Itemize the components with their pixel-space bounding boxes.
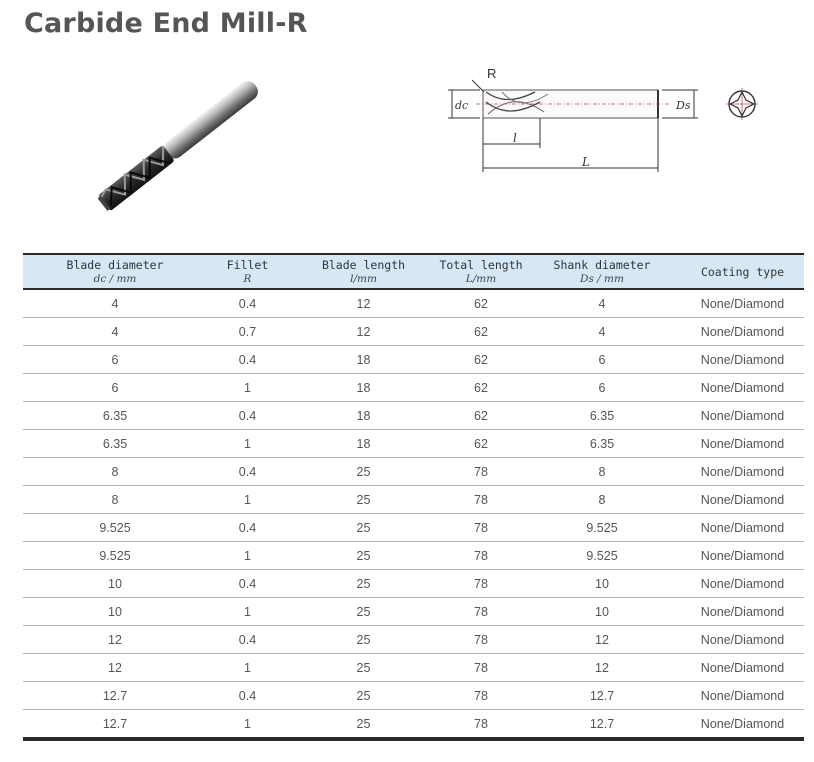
blade-diameter-cell: 6 (23, 346, 207, 374)
total-length-cell: 78 (439, 570, 523, 598)
fillet-cell: 0.4 (207, 570, 288, 598)
shank-diameter-cell: 12 (523, 654, 681, 682)
total-length-cell: 62 (439, 430, 523, 458)
table-header (23, 254, 804, 289)
shank-diameter-cell: 9.525 (523, 542, 681, 570)
total-length-cell: 78 (439, 626, 523, 654)
fillet-cell: 0.4 (207, 682, 288, 710)
table-row (23, 402, 804, 430)
table-row (23, 626, 804, 654)
total-length-cell: 62 (439, 289, 523, 318)
coating-type-cell: None/Diamond (681, 570, 804, 598)
blade-length-cell: 18 (288, 402, 439, 430)
total-length-cell: 78 (439, 458, 523, 486)
total-length-cell: 78 (439, 682, 523, 710)
blade-diameter-cell: 12.7 (23, 682, 207, 710)
coating-type-cell: None/Diamond (681, 486, 804, 514)
blade-length-cell: 25 (288, 682, 439, 710)
header-shank-diameter: Shank diameter Ds / mm (523, 254, 681, 289)
blade-diameter-cell: 4 (23, 318, 207, 346)
coating-type-cell: None/Diamond (681, 289, 804, 318)
header-fillet: Fillet R (207, 254, 288, 289)
coating-type-cell: None/Diamond (681, 374, 804, 402)
shank-diameter-cell: 6 (523, 346, 681, 374)
coating-type-cell: None/Diamond (681, 682, 804, 710)
fillet-cell: 0.4 (207, 626, 288, 654)
blade-diameter-cell: 6.35 (23, 430, 207, 458)
blade-diameter-cell: 12.7 (23, 710, 207, 740)
table-row (23, 570, 804, 598)
fillet-cell: 1 (207, 710, 288, 740)
header-coating-type: Coating type (681, 254, 804, 289)
shank-diameter-cell: 4 (523, 289, 681, 318)
shank-diameter-cell: 8 (523, 458, 681, 486)
coating-type-cell: None/Diamond (681, 626, 804, 654)
table-row (23, 654, 804, 682)
blade-diameter-cell: 9.525 (23, 514, 207, 542)
fillet-cell: 1 (207, 542, 288, 570)
shank-diameter-cell: 6 (523, 374, 681, 402)
blade-diameter-label: dc (455, 99, 469, 112)
total-length-cell: 62 (439, 402, 523, 430)
blade-length-cell: 18 (288, 430, 439, 458)
shank-diameter-cell: 12 (523, 626, 681, 654)
blade-diameter-cell: 12 (23, 626, 207, 654)
shank-diameter-cell: 4 (523, 318, 681, 346)
table-row (23, 289, 804, 318)
fillet-cell: 0.4 (207, 514, 288, 542)
table-body (23, 289, 804, 739)
fillet-cell: 1 (207, 598, 288, 626)
header-total-length: Total length L/mm (439, 254, 523, 289)
table-row (23, 458, 804, 486)
total-length-cell: 62 (439, 346, 523, 374)
coating-type-cell: None/Diamond (681, 514, 804, 542)
coating-type-cell: None/Diamond (681, 458, 804, 486)
fillet-cell: 0.7 (207, 318, 288, 346)
end-mill-photo (70, 78, 280, 218)
table-row (23, 346, 804, 374)
total-length-cell: 78 (439, 598, 523, 626)
total-length-cell: 78 (439, 710, 523, 740)
fillet-cell: 1 (207, 654, 288, 682)
coating-type-cell: None/Diamond (681, 542, 804, 570)
shank-diameter-cell: 12.7 (523, 710, 681, 740)
blade-length-cell: 25 (288, 598, 439, 626)
shank-diameter-label: Ds (676, 99, 691, 112)
blade-length-cell: 25 (288, 710, 439, 740)
blade-diameter-cell: 4 (23, 289, 207, 318)
fillet-cell: 1 (207, 374, 288, 402)
fillet-cell: 0.4 (207, 346, 288, 374)
shank-diameter-cell: 8 (523, 486, 681, 514)
table-row (23, 682, 804, 710)
cross-section-icon (724, 86, 760, 122)
blade-length-cell: 25 (288, 514, 439, 542)
coating-type-cell: None/Diamond (681, 402, 804, 430)
end-mill-technical-drawing (440, 62, 691, 182)
fillet-cell: 1 (207, 430, 288, 458)
fillet-cell: 0.4 (207, 289, 288, 318)
blade-length-cell: 25 (288, 486, 439, 514)
shank-diameter-cell: 9.525 (523, 514, 681, 542)
coating-type-cell: None/Diamond (681, 654, 804, 682)
blade-length-cell: 12 (288, 289, 439, 318)
blade-length-cell: 25 (288, 626, 439, 654)
total-length-cell: 62 (439, 374, 523, 402)
fillet-cell: 0.4 (207, 458, 288, 486)
table-row (23, 486, 804, 514)
fillet-cell: 1 (207, 486, 288, 514)
total-length-cell: 78 (439, 486, 523, 514)
table-row (23, 514, 804, 542)
coating-type-cell: None/Diamond (681, 710, 804, 740)
coating-type-cell: None/Diamond (681, 598, 804, 626)
table-row (23, 430, 804, 458)
blade-length-label: l (513, 131, 517, 145)
total-length-cell: 62 (439, 318, 523, 346)
blade-length-cell: 25 (288, 654, 439, 682)
coating-type-cell: None/Diamond (681, 346, 804, 374)
blade-diameter-cell: 8 (23, 458, 207, 486)
total-length-cell: 78 (439, 654, 523, 682)
total-length-cell: 78 (439, 514, 523, 542)
blade-diameter-cell: 12 (23, 654, 207, 682)
blade-length-cell: 25 (288, 542, 439, 570)
fillet-cell: 0.4 (207, 402, 288, 430)
blade-diameter-cell: 6.35 (23, 402, 207, 430)
shank-diameter-cell: 6.35 (523, 430, 681, 458)
coating-type-cell: None/Diamond (681, 430, 804, 458)
blade-diameter-cell: 9.525 (23, 542, 207, 570)
table-row (23, 710, 804, 740)
blade-diameter-cell: 8 (23, 486, 207, 514)
table-row (23, 542, 804, 570)
spec-table (23, 253, 804, 741)
page-title: Carbide End Mill-R (24, 8, 308, 39)
blade-diameter-cell: 10 (23, 598, 207, 626)
header-blade-length: Blade length l/mm (288, 254, 439, 289)
blade-length-cell: 25 (288, 570, 439, 598)
shank-diameter-cell: 6.35 (523, 402, 681, 430)
table-row (23, 374, 804, 402)
blade-length-cell: 25 (288, 458, 439, 486)
shank-diameter-cell: 10 (523, 570, 681, 598)
table-row (23, 598, 804, 626)
fillet-label: R (487, 66, 497, 81)
header-blade-diameter: Blade diameter dc / mm (23, 254, 207, 289)
blade-length-cell: 18 (288, 346, 439, 374)
shank-diameter-cell: 12.7 (523, 682, 681, 710)
total-length-label: L (582, 155, 590, 169)
coating-type-cell: None/Diamond (681, 318, 804, 346)
blade-length-cell: 18 (288, 374, 439, 402)
blade-diameter-cell: 6 (23, 374, 207, 402)
blade-length-cell: 12 (288, 318, 439, 346)
table-row (23, 318, 804, 346)
shank-diameter-cell: 10 (523, 598, 681, 626)
blade-diameter-cell: 10 (23, 570, 207, 598)
total-length-cell: 78 (439, 542, 523, 570)
